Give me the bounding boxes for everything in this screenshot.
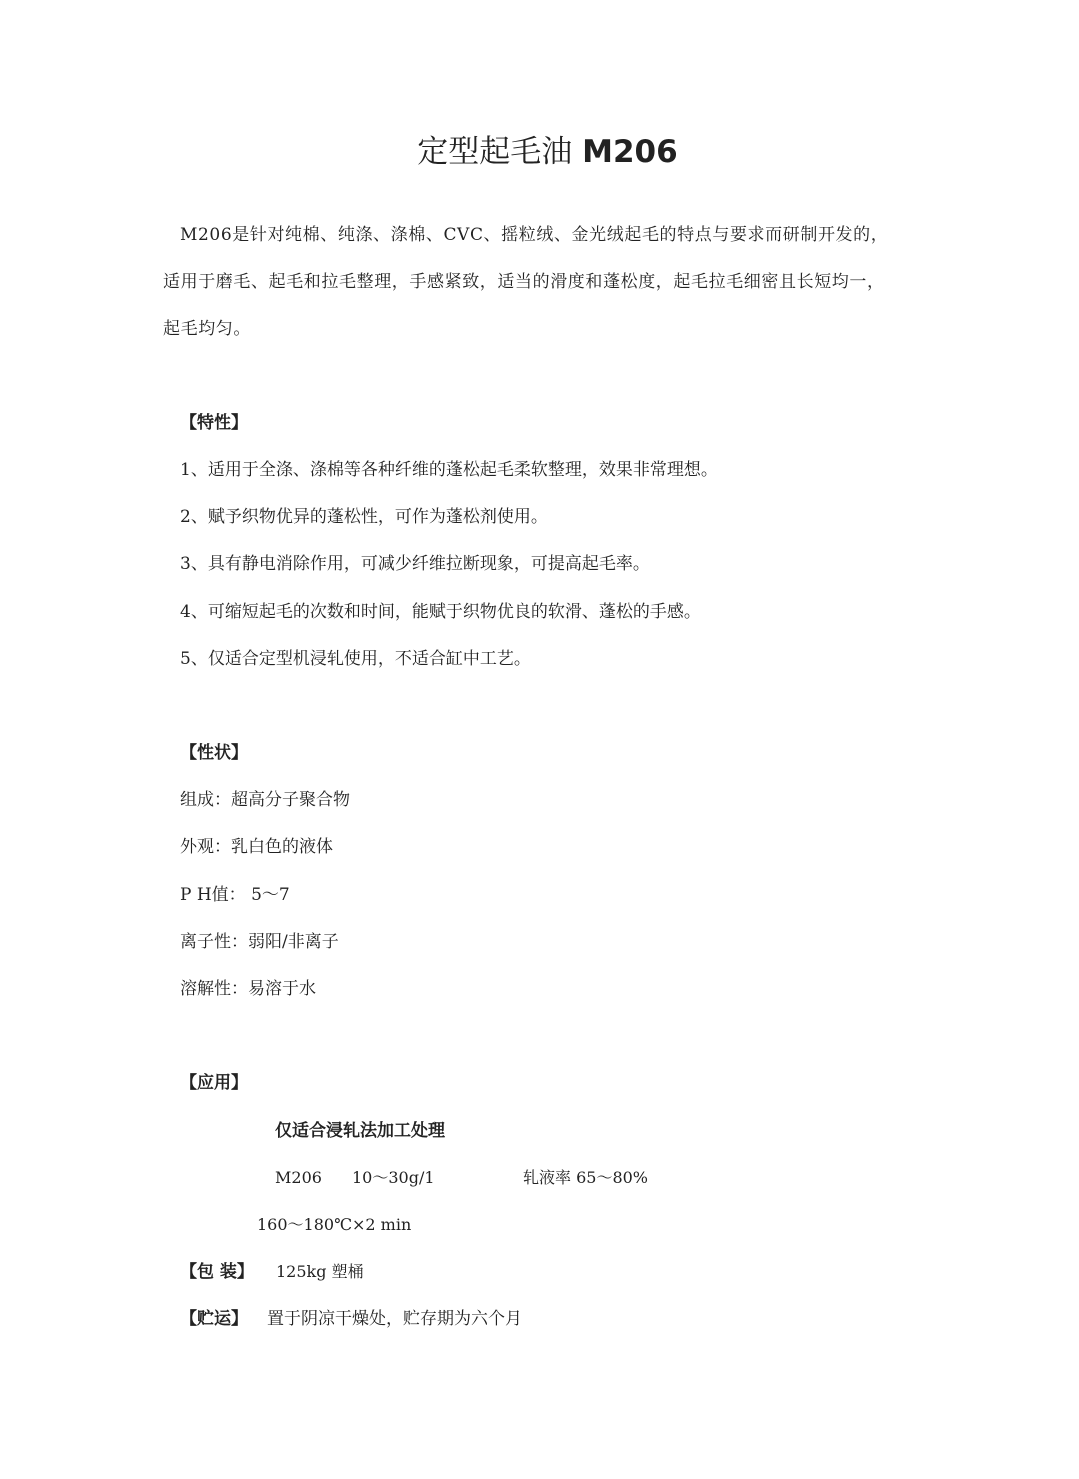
property-item: 外观：乳白色的液体 (180, 837, 333, 857)
feature-item: 3、具有静电消除作用，可减少纤维拉断现象，可提高起毛率。 (180, 554, 650, 574)
application-heading: 【应用】 (180, 1073, 248, 1093)
intro-line-1: M206是针对纯棉、纯涤、涤棉、CVC、摇粒绒、金光绒起毛的特点与要求而研制开发的， (180, 225, 889, 245)
feature-item: 4、可缩短起毛的次数和时间，能赋于织物优良的软滑、蓬松的手感。 (180, 602, 701, 622)
application-dosage: 10～30g/1 (352, 1168, 435, 1187)
intro-line-3: 起毛均匀。 (163, 319, 251, 339)
document-title (0, 130, 1079, 174)
application-pickup: 轧液率 65～80% (523, 1168, 649, 1187)
property-item: 组成：超高分子聚合物 (180, 790, 350, 810)
application-product: M206 (275, 1168, 322, 1187)
application-subheading: 仅适合浸轧法加工处理 (275, 1121, 445, 1141)
feature-item: 2、赋予织物优异的蓬松性，可作为蓬松剂使用。 (180, 507, 548, 527)
application-condition: 160～180℃×2 min (257, 1215, 412, 1234)
packaging-heading: 【包 装】 (180, 1262, 254, 1282)
features-heading: 【特性】 (180, 413, 248, 433)
property-item: 溶解性：易溶于水 (180, 979, 316, 999)
title-name: 定型起毛油 (417, 134, 573, 170)
properties-heading: 【性状】 (180, 743, 248, 763)
title-model: M206 (582, 134, 678, 170)
storage-heading: 【贮运】 (180, 1309, 248, 1329)
intro-line-2: 适用于磨毛、起毛和拉毛整理，手感紧致，适当的滑度和蓬松度，起毛拉毛细密且长短均一， (163, 272, 885, 292)
packaging-value: 125kg 塑桶 (276, 1262, 364, 1281)
property-item: 离子性：弱阳/非离子 (180, 932, 339, 952)
feature-item: 5、仅适合定型机浸轧使用，不适合缸中工艺。 (180, 649, 531, 669)
property-item: P H值： 5～7 (180, 885, 290, 905)
storage-value: 置于阴凉干燥处，贮存期为六个月 (267, 1309, 522, 1329)
feature-item: 1、适用于全涤、涤棉等各种纤维的蓬松起毛柔软整理，效果非常理想。 (180, 460, 718, 480)
